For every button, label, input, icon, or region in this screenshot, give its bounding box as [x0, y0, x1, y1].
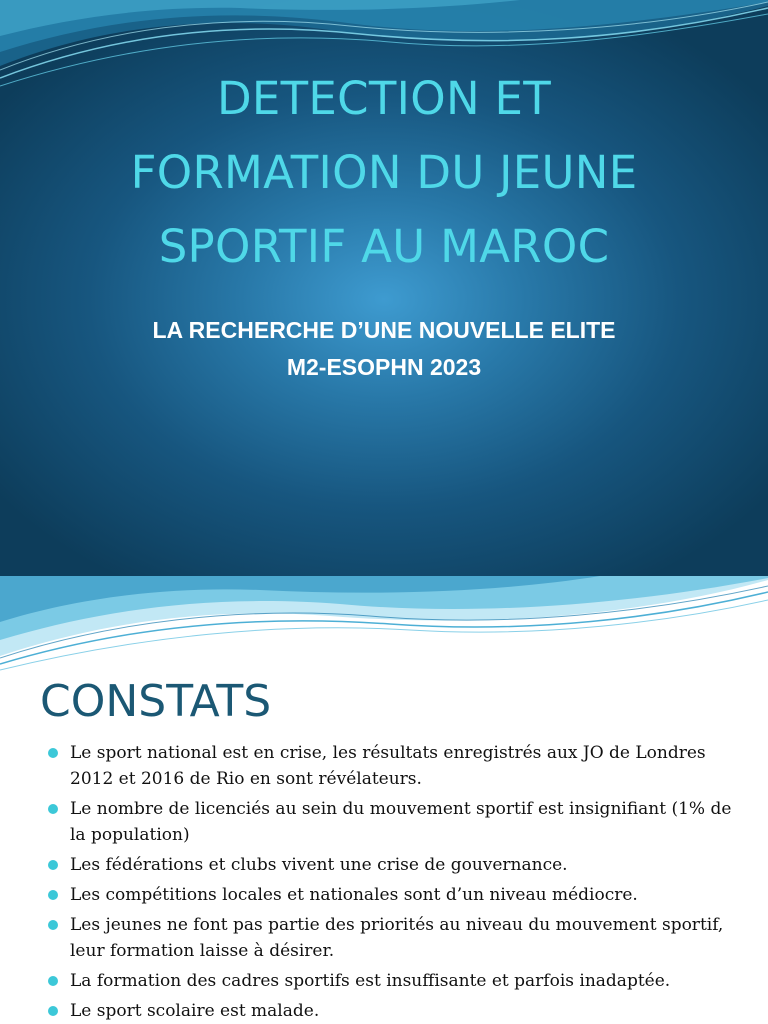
bullet-dot-icon — [48, 1006, 58, 1016]
slide-title — [40, 62, 728, 284]
bullet-dot-icon — [48, 748, 58, 758]
list-item-text: Les compétitions locales et nationales sont d’un niveau médiocre. — [70, 885, 638, 905]
list-item-text: Le nombre de licenciés au sein du mouvement sportif est insignifiant (1% de la population) — [70, 799, 732, 845]
constats-slide — [0, 576, 768, 1024]
title-line: DETECTION ET — [216, 72, 552, 125]
list-item — [48, 882, 748, 908]
bullet-dot-icon — [48, 860, 58, 870]
list-item-text: Le sport scolaire est malade. — [70, 1001, 320, 1021]
bullet-dot-icon — [48, 890, 58, 900]
list-item — [48, 998, 748, 1024]
list-item — [48, 912, 748, 964]
subtitle-line: LA RECHERCHE D’UNE NOUVELLE ELITE — [152, 317, 616, 343]
list-item — [48, 796, 748, 848]
bullet-dot-icon — [48, 804, 58, 814]
list-item-text: Le sport national est en crise, les résultats enregistrés aux JO de Londres 2012 et 2016 de Rio en sont révélateurs. — [70, 743, 706, 789]
subtitle-line: M2-ESOPHN 2023 — [286, 354, 482, 380]
bullet-dot-icon — [48, 920, 58, 930]
decorative-wave-header — [0, 576, 768, 676]
title-line: FORMATION DU JEUNE — [130, 146, 638, 199]
list-item — [48, 740, 748, 792]
list-item-text: Les jeunes ne font pas partie des priorités au niveau du mouvement sportif, leur formation laisse à désirer. — [70, 915, 724, 961]
bullet-dot-icon — [48, 976, 58, 986]
list-item-text: Les fédérations et clubs vivent une crise de gouvernance. — [70, 855, 568, 875]
slide-subtitle — [40, 312, 728, 386]
bullet-list — [48, 740, 748, 1024]
slide-heading: CONSTATS — [40, 676, 272, 727]
list-item-text: La formation des cadres sportifs est insuffisante et parfois inadaptée. — [70, 971, 671, 991]
list-item — [48, 852, 748, 878]
list-item — [48, 968, 748, 994]
title-line: SPORTIF AU MAROC — [158, 220, 610, 273]
